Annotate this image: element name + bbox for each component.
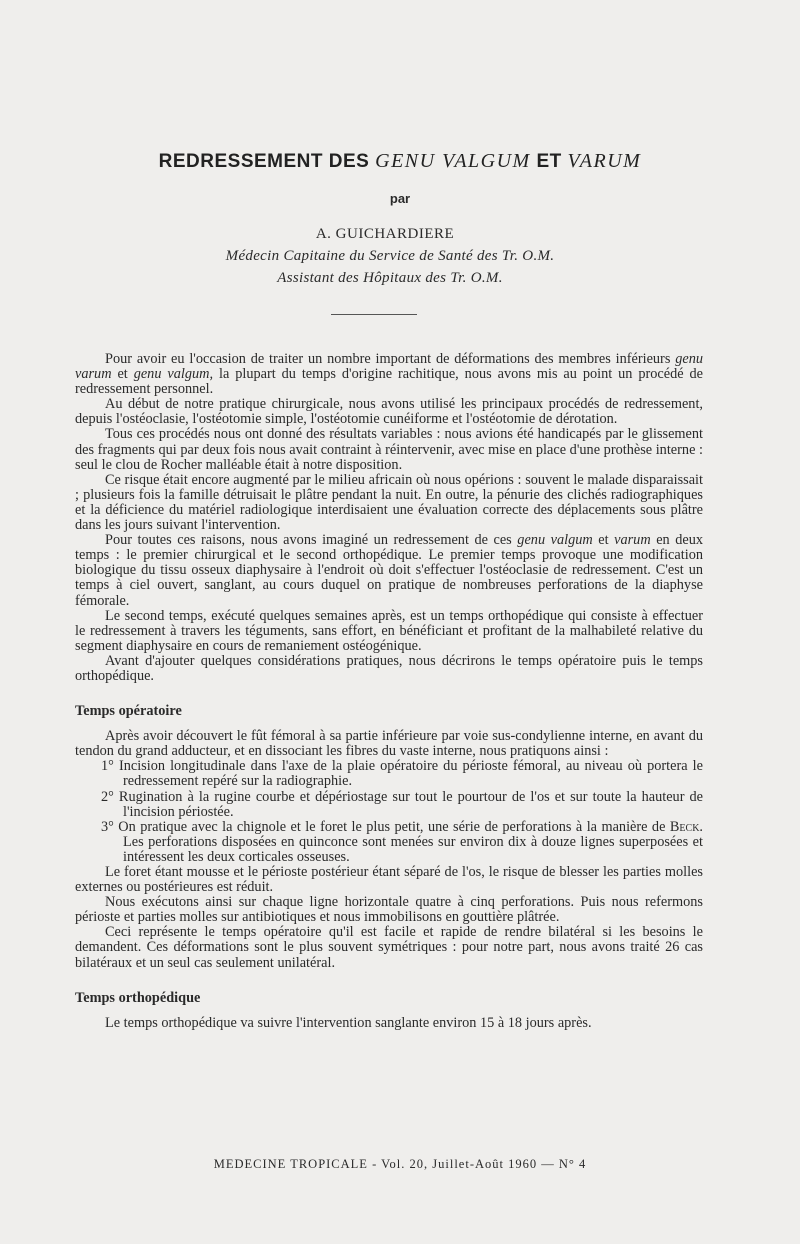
text-run: et bbox=[592, 532, 615, 549]
operatoire-paragraph-2: Nous exécutons ainsi sur chaque ligne horizontale quatre à cinq perforations. Puis nous refermons périoste et parties molles sur antibiotiques et nous immobilisons en gouttière plâtrée. bbox=[75, 894, 703, 926]
section-heading-orthopedique: Temps orthopédique bbox=[75, 989, 201, 1006]
operatoire-paragraph-3: Ceci représente le temps opératoire qu'il est facile et rapide de rendre bilatéral si les besoins le demandent. Ces déformations sont le plus souvent symétriques : pour notre part, nous avons traité 26 cas bilatéraux et un seul cas seulement unilatéral. bbox=[75, 924, 703, 971]
operatoire-intro: Après avoir découvert le fût fémoral à sa partie inférieure par voie sus-condylienne interne, en avant du tendon du grand adducteur, et en dissociant les fibres du vaste interne, nous pratiquons ainsi : bbox=[75, 728, 703, 760]
text-run: . Les perforations disposées en quinconce sont menées sur environ dix à douze lignes superposées et intéressent les deux corticales osseuses. bbox=[123, 818, 703, 865]
article-body bbox=[75, 352, 703, 1031]
title-divider bbox=[331, 314, 417, 315]
intro-paragraph-4: Ce risque était encore augmenté par le milieu africain où nous opérions : souvent le malade disparaissait ; plusieurs fois la famille détruisait le plâtre pendant la nuit. En outre, la pénurie des clichés radiographiques et la déficience du matériel radiologique interdisaient une évaluation correcte des déplacements sous plâtre dans les jours suivant l'intervention. bbox=[75, 471, 703, 534]
operatoire-step-3 bbox=[101, 818, 703, 865]
intro-paragraph-2: Au début de notre pratique chirurgicale, nous avons utilisé les principaux procédés de redressement, depuis l'ostéoclasie, l'ostéotomie simple, l'ostéotomie cunéiforme et l'ostéotomie de dérotation. bbox=[75, 396, 703, 428]
author-affiliation-1: Médecin Capitaine du Service de Santé des Tr. O.M. bbox=[225, 248, 555, 264]
intro-paragraph-6: Le second temps, exécuté quelques semaines après, est un temps orthopédique qui consiste à effectuer le redressement à travers les téguments, sans effort, en bénéficiant et profitant de la malhabileté relative du segment diaphysaire en cours de remaniement ostéogénique. bbox=[75, 607, 703, 654]
operatoire-paragraph-1: Le foret étant mousse et le périoste postérieur étant séparé de l'os, le risque de blesser les parties molles externes ou postérieures est réduit. bbox=[75, 864, 703, 896]
text-run: et bbox=[111, 366, 134, 383]
operatoire-step-2: 2° Rugination à la rugine courbe et dépériostage sur tout le pourtour de l'os et sur toute la hauteur de l'incision périostée. bbox=[101, 788, 703, 820]
orthopedique-paragraph-1: Le temps orthopédique va suivre l'intervention sanglante environ 15 à 18 jours après. bbox=[105, 1014, 592, 1031]
term-genu-valgum: genu valgum, bbox=[133, 366, 214, 383]
intro-paragraph-7: Avant d'ajouter quelques considérations pratiques, nous décrirons le temps opératoire puis le temps orthopédique. bbox=[75, 652, 703, 684]
journal-footer: MEDECINE TROPICALE - Vol. 20, Juillet-Août 1960 — N° 4 bbox=[213, 1157, 587, 1171]
title-varum: VARUM bbox=[567, 150, 642, 172]
text-run: Pour avoir eu l'occasion de traiter un nombre important de déformations des membres inférieurs bbox=[105, 351, 676, 367]
text-run: Pour toutes ces raisons, nous avons imaginé un redressement de ces bbox=[105, 532, 518, 549]
title-et: ET bbox=[536, 151, 562, 172]
operatoire-step-1: 1° Incision longitudinale dans l'axe de la plaie opératoire du périoste fémoral, au niveau où portera le redressement repéré sur la radiographie. bbox=[101, 758, 703, 790]
intro-paragraph-5 bbox=[75, 533, 703, 608]
text-run: la plupart du temps d'origine rachitique, nous avons mis au point un procédé de redressement personnel. bbox=[75, 366, 704, 398]
term-genu-varum: genu varum bbox=[75, 351, 703, 383]
term-varum: varum bbox=[614, 532, 651, 549]
by-line: par bbox=[389, 191, 411, 206]
title-genu-valgum: GENU VALGUM bbox=[375, 150, 531, 172]
section-heading-operatoire: Temps opératoire bbox=[75, 703, 182, 720]
intro-paragraph-1 bbox=[75, 352, 703, 397]
author-affiliation-2: Assistant des Hôpitaux des Tr. O.M. bbox=[277, 270, 503, 286]
text-run: en deux temps : le premier chirurgical et le second orthopédique. Le premier temps provoque une modification biologique du tissu osseux diaphysaire à l'endroit où doit s'effectuer l'ostéoclasie de redressement. C'est un temps à ciel ouvert, sanglant, au cours duquel on pratique de nombreuses perforations de la diaphyse fémorale. bbox=[75, 532, 704, 609]
author-name: A. GUICHARDIERE bbox=[315, 226, 455, 242]
intro-paragraph-3: Tous ces procédés nous ont donné des résultats variables : nous avions été handicapés par le glissement des fragments qui par deux fois nous avait contraint à réintervenir, avec mise en place d'une prothèse interne : seul le clou de Rocher malléable était à notre disposition. bbox=[75, 426, 703, 473]
text-run: 3° On pratique avec la chignole et le foret le plus petit, une série de perforations à la manière de bbox=[101, 818, 670, 835]
article-title bbox=[0, 150, 800, 173]
term-genu-valgum: genu valgum bbox=[517, 532, 593, 549]
title-prefix: REDRESSEMENT DES bbox=[158, 151, 370, 172]
author-reference-beck: Beck bbox=[669, 818, 700, 835]
